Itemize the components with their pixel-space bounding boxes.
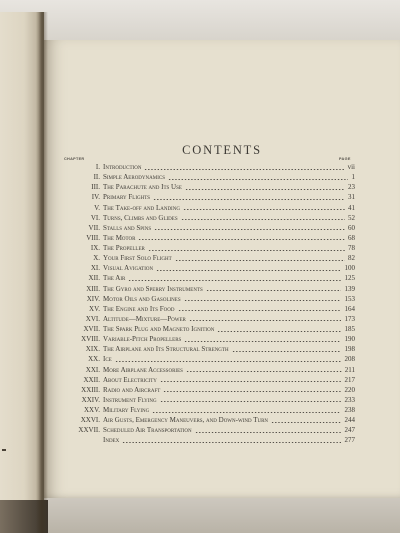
page-number: 190 — [344, 335, 355, 344]
chapter-title: Variable-Pitch Propellers — [103, 335, 182, 344]
page-number: 41 — [348, 203, 355, 212]
page-title: CONTENTS — [182, 143, 262, 157]
page-number: 100 — [344, 264, 355, 273]
contents-entry — [44, 344, 400, 354]
page-number: 247 — [344, 426, 355, 435]
dot-leader — [154, 229, 345, 230]
page-number: 198 — [344, 345, 355, 354]
contents-entry — [44, 354, 400, 364]
contents-entry — [44, 223, 400, 233]
page-number: 211 — [344, 365, 355, 374]
contents-entry — [44, 405, 400, 415]
dot-leader — [206, 290, 341, 291]
chapter-number: XV. — [89, 304, 100, 313]
chapter-title: The Airplane and Its Structural Strength — [103, 345, 229, 354]
dot-leader — [186, 371, 342, 372]
contents-entry — [44, 425, 400, 435]
dot-leader — [148, 250, 345, 251]
dot-leader — [189, 320, 341, 321]
chapter-title: Air Gusts, Emergency Maneuvers, and Down-wind Turn — [103, 416, 269, 425]
contents-entry — [44, 263, 400, 273]
page-number: 238 — [344, 406, 355, 414]
dot-leader — [175, 260, 345, 261]
page-number: 233 — [344, 395, 355, 404]
chapter-title: The Air — [103, 274, 126, 283]
contents-entry — [44, 253, 400, 263]
chapter-number: XIV. — [86, 294, 100, 303]
chapter-number: XXIII. — [81, 385, 100, 394]
contents-entry — [44, 435, 400, 445]
dot-leader — [163, 391, 341, 392]
chapter-title: Stalls and Spins — [103, 223, 152, 232]
dot-leader — [168, 179, 348, 180]
chapter-number: XIII. — [86, 284, 100, 293]
chapter-number: VI. — [90, 213, 100, 222]
page-number: 125 — [344, 274, 355, 283]
dot-leader — [153, 199, 345, 200]
dot-leader — [184, 341, 341, 342]
contents-entry — [44, 375, 400, 385]
dot-leader — [152, 412, 341, 413]
contents-entry — [44, 182, 400, 192]
contents-entry — [44, 192, 400, 202]
page-number: 68 — [348, 233, 355, 242]
page-number: 244 — [344, 416, 355, 425]
chapter-title: The Motor — [103, 233, 136, 242]
page-number: 31 — [348, 193, 355, 202]
contents-entry — [44, 334, 400, 344]
dot-leader — [183, 209, 345, 210]
contents-entry — [44, 385, 400, 395]
chapter-number: III. — [91, 183, 100, 192]
dot-leader — [195, 432, 341, 433]
chapter-number: IV. — [91, 193, 100, 202]
chapter-title: The Gyro and Sperry Instruments — [103, 284, 203, 293]
dot-leader — [115, 361, 341, 362]
chapter-number: XI. — [90, 264, 100, 273]
chapter-number: XXVI. — [80, 416, 100, 425]
page-number: 139 — [344, 284, 355, 293]
dot-leader — [156, 270, 341, 271]
chapter-title: Radio and Aircraft — [103, 385, 161, 394]
chapter-number: XVII. — [83, 325, 100, 333]
dot-leader — [181, 219, 345, 220]
chapter-title: Your First Solo Flight — [103, 254, 172, 263]
dot-leader — [144, 169, 345, 170]
background-bottom — [0, 495, 400, 533]
contents-entry — [44, 415, 400, 425]
contents-entry — [44, 162, 400, 172]
dot-leader — [122, 442, 341, 443]
page-number: 78 — [348, 244, 355, 252]
dot-leader — [184, 300, 341, 301]
chapter-number: V. — [94, 203, 100, 212]
contents-entry — [44, 314, 400, 324]
contents-entry — [44, 395, 400, 405]
dot-leader — [271, 422, 341, 423]
chapter-title: Altitude—Mixture—Power — [103, 314, 186, 323]
dot-leader — [232, 351, 341, 352]
page-number: 60 — [348, 223, 355, 232]
page-number: 153 — [344, 294, 355, 303]
contents-entry — [44, 284, 400, 294]
background-top — [0, 0, 400, 40]
chapter-number: XIX. — [85, 345, 100, 354]
chapter-title: Visual Avigation — [103, 264, 154, 273]
chapter-title: Primary Flights — [103, 193, 151, 202]
chapter-number: VIII. — [86, 233, 100, 242]
page-column-header: PAGE — [339, 157, 351, 161]
chapter-title: Motor Oils and Gasolines — [103, 294, 181, 303]
page-number: 277 — [344, 436, 355, 445]
page-number: 23 — [348, 183, 355, 192]
chapter-number: XXII. — [83, 375, 100, 384]
page-number: 82 — [348, 254, 355, 263]
chapter-title: Index — [103, 436, 120, 445]
chapter-column-header: CHAPTER — [64, 157, 85, 161]
chapter-title: About Electricity — [103, 375, 157, 384]
chapter-number: VII. — [88, 223, 100, 232]
contents-entry — [44, 213, 400, 223]
contents-entry — [44, 365, 400, 375]
chapter-number: IX. — [90, 244, 100, 252]
dot-leader — [178, 310, 341, 311]
chapter-title: Simple Aerodynamics — [103, 173, 165, 182]
chapter-number: XXI. — [85, 365, 100, 374]
chapter-number: II. — [93, 173, 100, 182]
dot-leader — [138, 239, 345, 240]
contents-entry — [44, 233, 400, 243]
dot-leader — [217, 331, 341, 332]
chapter-number: I. — [95, 163, 100, 171]
chapter-title: More Airplane Accessories — [103, 365, 183, 374]
chapter-title: Scheduled Air Transportation — [103, 426, 192, 435]
page-mark — [2, 449, 6, 451]
contents-entry — [44, 273, 400, 283]
dot-leader — [128, 280, 341, 281]
chapter-number: XX. — [88, 355, 100, 364]
page-number: 164 — [344, 304, 355, 313]
page-number: 1 — [351, 173, 355, 182]
book-gutter — [36, 12, 48, 533]
contents-entry — [44, 324, 400, 334]
chapter-title: The Spark Plug and Magneto Ignition — [103, 325, 215, 333]
contents-entry — [44, 294, 400, 304]
page-number: 220 — [344, 385, 355, 394]
chapter-number: XII. — [88, 274, 100, 283]
chapter-number: XXV. — [83, 406, 100, 414]
contents-entry — [44, 304, 400, 314]
chapter-title: The Take-off and Landing — [103, 203, 180, 212]
contents-entry — [44, 203, 400, 213]
contents-entry — [44, 172, 400, 182]
contents-list — [44, 162, 400, 446]
dot-leader — [160, 381, 341, 382]
chapter-number: XXIV. — [81, 395, 100, 404]
page-number: 185 — [344, 325, 355, 333]
page-number: 217 — [344, 375, 355, 384]
page-number: 173 — [344, 314, 355, 323]
page-number: vii — [347, 163, 355, 171]
chapter-number: XVI. — [85, 314, 100, 323]
chapter-title: Ice — [103, 355, 112, 364]
chapter-title: Military Flying — [103, 406, 150, 414]
page-number: 208 — [344, 355, 355, 364]
chapter-title: The Parachute and Its Use — [103, 183, 182, 192]
dot-leader — [160, 401, 341, 402]
chapter-title: The Engine and Its Food — [103, 304, 175, 313]
chapter-number: X. — [93, 254, 100, 263]
chapter-number: XVIII. — [81, 335, 100, 344]
chapter-title: Introduction — [103, 163, 142, 171]
chapter-title: Instrument Flying — [103, 395, 157, 404]
dot-leader — [185, 189, 345, 190]
contents-entry — [44, 243, 400, 253]
contents-page — [44, 40, 400, 498]
chapter-number: XXVII. — [78, 426, 100, 435]
page-number: 52 — [348, 213, 355, 222]
chapter-title: The Propeller — [103, 244, 145, 252]
chapter-title: Turns, Climbs and Glides — [103, 213, 178, 222]
